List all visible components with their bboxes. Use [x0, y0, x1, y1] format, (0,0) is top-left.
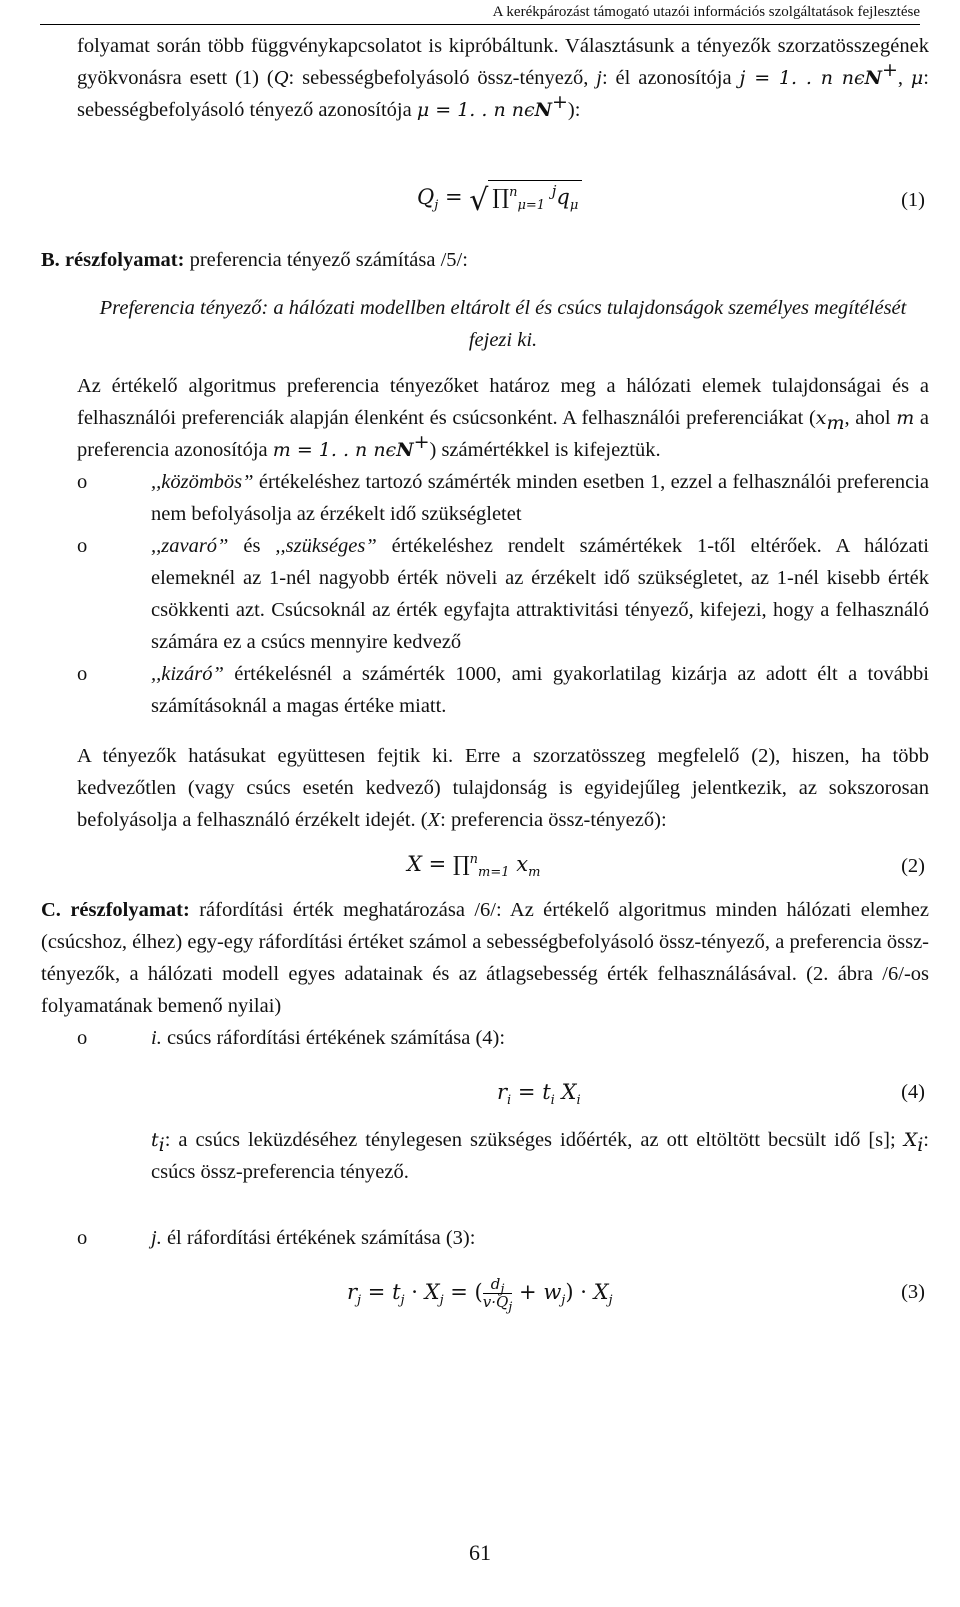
math-set-n: N [534, 99, 552, 121]
eq-sign-paren: = ( [450, 1280, 483, 1304]
bullet-marker: o [77, 471, 88, 493]
symbol-t-sub: i [158, 1134, 165, 1157]
bullet-marker: o [77, 535, 88, 557]
math-range-m: m = 1. . n nϵ [272, 439, 397, 461]
symbol-j: j [596, 67, 602, 89]
text: : sebességbefolyásoló tényező azonosítója [77, 67, 929, 121]
eq-x-sub: i [576, 1093, 581, 1109]
eq-lhs-sub: j [434, 198, 439, 214]
text: : a csúcs leküzdéséhez ténylegesen szükséges időérték, az ott eltöltött becsült idő [s]; [164, 1129, 904, 1151]
fraction [482, 1275, 513, 1315]
list-item-text: értékelésnél a számérték 1000, ami gyakorlatilag kizárja az adott élt a további számításoknál a magas értéke miatt. [151, 663, 929, 717]
equation-2-body [407, 848, 540, 880]
eq-sign: = [428, 852, 447, 876]
equation-4 [77, 1054, 929, 1124]
list-item-term: ,,zavaró” [151, 535, 229, 557]
list-item [77, 530, 929, 658]
eq-x2: X [593, 1280, 609, 1304]
list-item-term: i. [151, 1027, 162, 1049]
explanation-node [77, 1124, 929, 1188]
text: Az értékelő algoritmus preferencia tényezőket határoz meg a hálózati elemek tulajdonságai és a felhasználói preferenciák alapján élenként és csúcsonként. A felhasználói preferenciákat ( [77, 375, 929, 429]
numerator-d: d [490, 1275, 501, 1293]
list-item-text: értékeléshez tartozó számérték minden esetben 1, ezzel a felhasználói preferencia nem befolyásolja az érzékelt idő szükségletet [151, 471, 929, 525]
text: A tényezők hatásukat együttesen fejtik ki. Erre a szorzatösszeg megfelelő (2), hiszen, ha több kedvezőtlen (vagy csúcs esetén kedvező) tulajdonság is egyidejűleg jelentkezik, az sokszorosan befolyásolja a felhasználó érzékelt idejét. ( [77, 745, 929, 831]
definition-block [77, 284, 929, 364]
eq-w-sub: j [561, 1293, 566, 1309]
text: : él azonosítója [601, 67, 740, 89]
equation-2 [77, 836, 929, 894]
exponent-j: j [551, 182, 557, 200]
math-set-n: N [396, 439, 414, 461]
running-header [40, 2, 920, 25]
product-upper: n [469, 852, 479, 867]
symbol-x: x [815, 407, 827, 429]
bullet-marker: o [77, 663, 88, 685]
symbol-t: t [151, 1129, 159, 1151]
equation-number: (2) [901, 855, 925, 877]
list-item-term: j. [151, 1227, 162, 1249]
eq-t: t [392, 1280, 401, 1304]
eq-dot: · [411, 1280, 418, 1304]
radical-sign: √ [469, 183, 489, 218]
eq-plus: + [519, 1280, 537, 1304]
page-number: 61 [469, 1540, 491, 1565]
eq-dot: · [580, 1280, 587, 1304]
eq-t-sub: j [400, 1293, 405, 1309]
page-body [41, 30, 929, 1334]
list-item-term: ,,szükséges” [275, 535, 377, 557]
list-item [77, 658, 929, 722]
fraction-denominator [482, 1293, 513, 1315]
bullet-marker: o [77, 1027, 88, 1049]
paragraph-intro [77, 30, 929, 158]
math-range-j: j = 1. . n nϵ [739, 67, 865, 89]
text: : csúcs össz-preferencia tényező. [151, 1129, 929, 1183]
text: ) számértékkel is kifejeztük. [429, 439, 661, 461]
factor-x-sub: m [528, 865, 541, 881]
equation-3-body [347, 1275, 613, 1315]
header-title: A kerékpározást támogató utazói információs szolgáltatások fejlesztése [492, 4, 920, 20]
denominator-vq: v·Q [482, 1293, 509, 1311]
math-set-n: N [864, 67, 882, 89]
numerator-sub: j [500, 1282, 505, 1297]
eq-x: X [424, 1280, 440, 1304]
section-text: preferencia tényező számítása /5/: [184, 249, 468, 271]
list-item-term: ,,kizáró” [151, 663, 224, 685]
paragraph-preferences [77, 370, 929, 466]
list-item-text: és [228, 535, 276, 557]
product-lower: m=1 [478, 865, 510, 881]
eq-x-sub: j [439, 1293, 444, 1309]
fraction-numerator [483, 1275, 513, 1297]
symbol-m: m [896, 407, 915, 429]
symbol-mu: μ [910, 67, 924, 89]
bullet-marker: o [77, 1227, 88, 1249]
eq-r: r [347, 1280, 358, 1304]
definition-text: : a hálózati modellben eltárolt él és csúcs tulajdonságok személyes megítélését fejezi ki. [261, 297, 907, 351]
section-title: részfolyamat: [70, 899, 190, 921]
symbol-x-sub: m [826, 412, 845, 435]
list-item-text: él ráfordítási értékének számítása (3): [161, 1227, 476, 1249]
product-sign: ∏ [492, 185, 510, 209]
eq-r-sub: j [357, 1293, 362, 1309]
eq-w: w [543, 1280, 562, 1304]
symbol-x: X [903, 1129, 918, 1151]
text: : sebességbefolyásoló össz-tényező, [288, 67, 597, 89]
eq-r-sub: i [507, 1093, 512, 1109]
text: : preferencia össz-tényező): [440, 809, 667, 831]
eq-x2-sub: j [608, 1293, 613, 1309]
factor-x: x [516, 852, 529, 876]
eq-sign: = [444, 185, 463, 209]
symbol-x-sub: i [917, 1134, 924, 1157]
list-item-edge [77, 1222, 929, 1254]
equation-number: (4) [901, 1081, 925, 1103]
text: a preferencia azonosítója [77, 407, 929, 461]
list-item-term: ,,közömbös” [151, 471, 254, 493]
product-sign: ∏ [452, 852, 470, 876]
section-text: ráfordítási érték meghatározása /6/: Az értékelő algoritmus minden hálózati elemhez (csúcshoz, élhez) egy-egy ráfordítási értéket számol a sebességbefolyásoló össz-tényező, a preferencia össz-tényezők, a hálózati modell egyes adatainak és az átlagsebesség érték felhasználásával. (2. ábra /6/-os folyamatának bemenő nyilai) [41, 899, 929, 1017]
symbol-q: Q [273, 67, 289, 89]
section-label: B. [41, 249, 60, 271]
list-item-text: értékeléshez rendelt számértékek 1-től eltérőek. A hálózati elemeknél az 1-nél nagyobb érték növeli az érzékelt idő szükségletet, az 1-nél kisebb érték csökkenti azt. Csúcsoknál az érték egyfajta attraktivitási tényező, kifejezi, hogy a felhasználó számára ez a csúcs mennyire kedvező [151, 535, 929, 653]
text: , ahol [844, 407, 897, 429]
eq-sign: = [517, 1080, 536, 1104]
text: , [897, 67, 911, 89]
factor-q: q [556, 185, 570, 209]
equation-4-body [497, 1076, 581, 1108]
definition-term: Preferencia tényező [99, 297, 262, 319]
product-lower: μ=1 [517, 198, 546, 214]
eq-sign: = [367, 1280, 386, 1304]
section-title: részfolyamat: [64, 249, 185, 271]
eq-lhs: Q [417, 185, 435, 209]
symbol-x: X [427, 809, 441, 831]
equation-number: (3) [901, 1281, 925, 1303]
text: ): [567, 99, 581, 121]
math-plus: + [413, 431, 430, 454]
list-item-text: csúcs ráfordítási értékének számítása (4): [161, 1027, 506, 1049]
eq-close-paren: ) [565, 1280, 574, 1304]
section-b-heading [41, 244, 929, 284]
denominator-sub: j [508, 1300, 513, 1315]
product-upper: n [509, 185, 518, 200]
eq-x: X [561, 1080, 577, 1104]
section-c [41, 894, 929, 1022]
radicand [488, 180, 582, 213]
eq-t: t [542, 1080, 551, 1104]
eq-lhs: X [407, 852, 422, 876]
list-item [77, 466, 929, 530]
factor-q-sub: μ [569, 198, 579, 214]
section-label: C. [41, 899, 61, 921]
eq-r: r [497, 1080, 508, 1104]
eq-t-sub: i [550, 1093, 555, 1109]
equation-1-body [417, 180, 582, 217]
equation-1 [77, 158, 929, 244]
math-range-mu: μ = 1. . n nϵ [416, 99, 535, 121]
paragraph-combined-effect [77, 740, 929, 836]
math-plus: + [881, 59, 898, 82]
text: folyamat során több függvénykapcsolatot is kipróbáltunk. Választásunk a tényezők szorzatösszegének gyökvonásra esett (1) ( [77, 35, 929, 89]
equation-number: (1) [901, 189, 925, 211]
math-plus: + [551, 91, 568, 114]
list-item-node [77, 1022, 929, 1054]
bullet-list [77, 466, 929, 722]
equation-3 [77, 1254, 929, 1334]
